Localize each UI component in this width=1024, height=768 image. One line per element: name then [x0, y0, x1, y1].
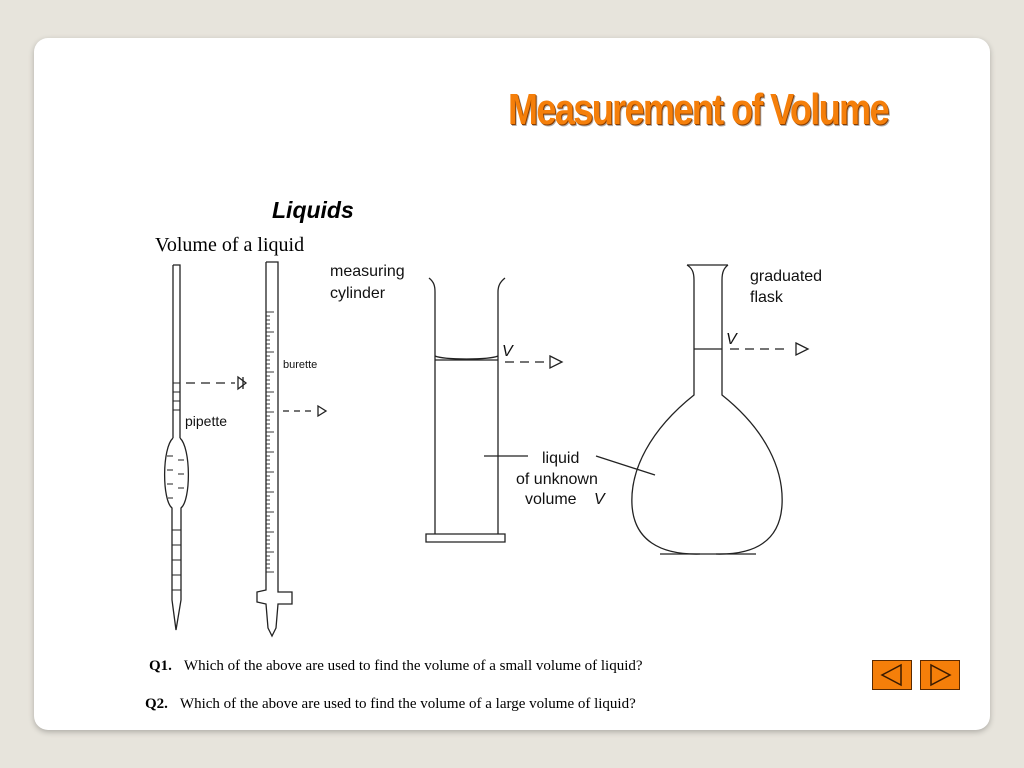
- label-measuring: measuring: [330, 263, 405, 280]
- question-2-text: Which of the above are used to find the volume of a large volume of liquid?: [179, 696, 636, 712]
- question-1-number: Q1.: [149, 658, 172, 674]
- label-flask-v: V: [726, 331, 737, 348]
- previous-slide-button[interactable]: [872, 660, 912, 690]
- label-liquid: liquid: [542, 450, 580, 467]
- label-graduated: graduated: [750, 268, 823, 285]
- label-pipette: pipette: [185, 413, 228, 429]
- question-1-text: Which of the above are used to find the volume of a small volume of liquid?: [183, 658, 643, 674]
- label-volume-v: V: [594, 491, 605, 508]
- label-volume: volume: [525, 491, 577, 508]
- label-flask: flask: [750, 289, 783, 306]
- label-cylinder-v: V: [502, 343, 513, 360]
- next-slide-button[interactable]: [920, 660, 960, 690]
- triangle-left-icon: [873, 661, 911, 689]
- section-subtitle: Volume of a liquid: [155, 234, 305, 256]
- graduated-flask-drawing: [596, 265, 808, 554]
- question-1: [149, 658, 643, 675]
- triangle-right-icon: [921, 661, 959, 689]
- question-2-number: Q2.: [145, 696, 168, 712]
- slide-title: Measurement of Volume: [508, 85, 888, 134]
- section-heading: Liquids: [272, 197, 354, 223]
- label-cylinder: cylinder: [330, 285, 386, 302]
- label-burette: burette: [283, 359, 318, 371]
- pipette-drawing: [165, 265, 246, 630]
- burette-drawing: [257, 262, 326, 636]
- question-2: [145, 696, 636, 713]
- label-of-unknown: of unknown: [516, 471, 598, 488]
